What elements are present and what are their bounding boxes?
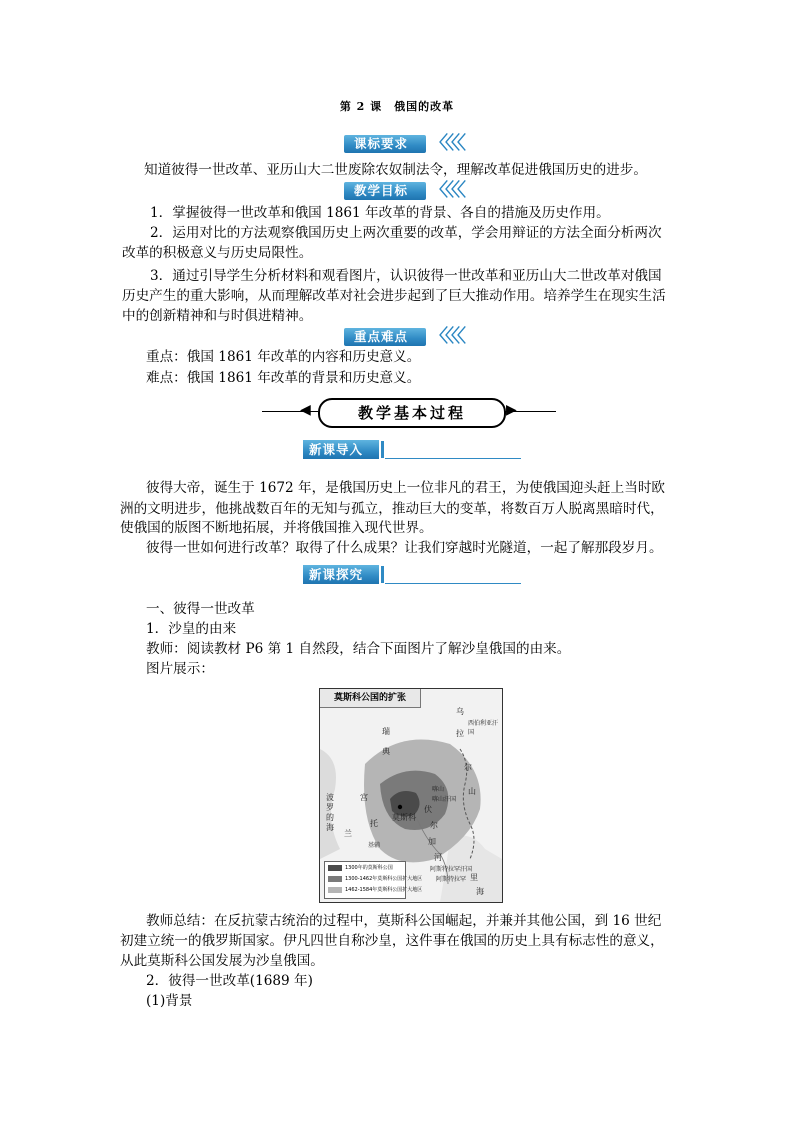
map-label: 伏 (424, 805, 432, 814)
map-label: 海 (476, 887, 484, 896)
map-label-siberia: 西伯利亚汗国 (468, 720, 499, 736)
explore-teacher: 教师：阅读教材 P6 第 1 自然段，结合下面图片了解沙皇俄国的由来。 (146, 641, 571, 657)
subheader-tick (381, 566, 384, 583)
goal-3-line-1: 3．通过引导学生分析材料和观看图片，认识彼得一世改革和亚历山大二世改革对俄国 (150, 268, 662, 284)
legend-row (328, 886, 423, 895)
subheader-explore (303, 565, 523, 585)
legend-text: 1300年的莫斯科公国 (345, 865, 393, 871)
lesson-title: 第 2 课 俄国的改革 (339, 100, 455, 113)
map-legend (324, 861, 423, 899)
map-label: 加 (428, 837, 436, 846)
subheader-label: 新课导入 (309, 442, 364, 457)
banner-label: 教学目标 (354, 183, 409, 198)
legend-row (328, 875, 423, 884)
explore-heading-1: 一、彼得一世改革 (146, 601, 255, 617)
explore-heading-1-1: 1．沙皇的由来 (146, 621, 237, 637)
map-label: 瑞 (382, 727, 390, 736)
map-label-kazan-khanate: 喀山汗国 (432, 796, 457, 803)
legend-swatch-core (328, 865, 342, 871)
banner-label: 课标要求 (354, 136, 409, 151)
map-label: 乌 (456, 707, 464, 716)
map-label: 海 (326, 823, 334, 832)
section-2-heading: 2．彼得一世改革(1689 年) (146, 973, 313, 989)
legend-swatch-mid (328, 876, 342, 882)
summary-line-1: 教师总结：在反抗蒙古统治的过程中，莫斯科公国崛起，并兼并其他公国，到 16 世纪 (146, 913, 662, 929)
map-label: 尔 (430, 821, 438, 830)
map-title: 莫斯科公国的扩张 (320, 689, 421, 708)
banner-key-points (344, 326, 494, 348)
banner-course-standard (344, 133, 494, 155)
main-header-text: 教学基本过程 (357, 404, 466, 422)
chevrons-icon: 〈〈〈〈 (430, 180, 463, 201)
map-label: 宫 (360, 793, 368, 802)
explore-picture: 图片展示： (146, 661, 214, 677)
goal-2-line-1: 2．运用对比的方法观察俄国历史上两次重要的改革，学会用辩证的方法全面分析两次 (150, 225, 662, 241)
swirl-left-icon: ◀ (300, 402, 311, 418)
difficult-point: 难点：俄国 1861 年改革的背景和历史意义。 (146, 370, 421, 386)
goal-3-line-3: 中的创新精神和与时俱进精神。 (122, 308, 313, 324)
key-point: 重点：俄国 1861 年改革的内容和历史意义。 (146, 349, 421, 365)
intro-p2: 彼得一世如何进行改革？取得了什么成果？让我们穿越时光隧道，一起了解那段岁月。 (146, 540, 663, 556)
legend-row (328, 864, 404, 873)
map-label-kiev: 基辅 (368, 842, 381, 849)
intro-p1-line-1: 彼得大帝，诞生于 1672 年，是俄国历史上一位非凡的君王，为使俄国迎头赶上当时欧 (146, 480, 666, 496)
subheader-line (385, 458, 521, 459)
legend-swatch-outer (328, 887, 342, 893)
map-label: 兰 (344, 829, 352, 838)
map-label: 托 (370, 819, 378, 828)
map-label: 波 (326, 793, 334, 802)
legend-text: 1300-1462年莫斯科公国扩大地区 (345, 876, 423, 882)
map-label: 的 (326, 813, 334, 822)
section-2-background: (1)背景 (146, 993, 193, 1009)
summary-line-3: 从此莫斯科公国发展为沙皇俄国。 (120, 953, 324, 969)
subheader-intro (303, 440, 523, 460)
chevrons-icon: 〈〈〈〈 (430, 326, 463, 347)
map-label: 拉 (456, 729, 464, 738)
map-figure (319, 688, 503, 903)
banner-teaching-goals (344, 180, 494, 202)
map-label: 山 (468, 787, 476, 796)
subheader-tick (381, 441, 384, 458)
chevrons-icon: 〈〈〈〈 (430, 133, 463, 154)
map-label: 尔 (464, 763, 472, 772)
legend-text: 1462-1584年莫斯科公国扩大地区 (345, 887, 423, 893)
subheader-label: 新课探究 (309, 567, 364, 582)
goal-3-line-2: 历史产生的重大影响，从而理解改革对社会进步起到了巨大推动作用。培养学生在现实生活 (122, 288, 666, 304)
goal-2-line-2: 改革的积极意义与历史局限性。 (122, 245, 313, 261)
swirl-right-icon: ▶ (506, 402, 517, 418)
banner-label: 重点难点 (354, 329, 409, 344)
subheader-line (385, 583, 521, 584)
map-label: 典 (382, 747, 390, 756)
map-label-moscow: 莫斯科 (392, 813, 416, 822)
main-section-header (300, 398, 520, 426)
summary-line-2: 初建立统一的俄罗斯国家。伊凡四世自称沙皇，这件事在俄国的历史上具有标志性的意义， (120, 933, 664, 949)
course-standard-text: 知道彼得一世改革、亚历山大二世废除农奴制法令，理解改革促进俄国历史的进步。 (144, 162, 647, 178)
map-label: 罗 (326, 803, 334, 812)
intro-p1-line-2: 洲的文明进步，他挑战数百年的无知与孤立，推动巨大的变革，将数百万人脱离黑暗时代， (120, 501, 664, 517)
goal-1: 1．掌握彼得一世改革和俄国 1861 年改革的背景、各自的措施及历史作用。 (150, 205, 610, 221)
intro-p1-line-3: 使俄国的版图不断地拓展，并将俄国推入现代世界。 (120, 520, 433, 536)
map-label-kazan: 喀山 (432, 786, 445, 793)
map-label-astrakhan-khanate: 阿斯特拉罕汗国 (430, 866, 473, 873)
map-label: 里 (470, 873, 478, 882)
map-label: 河 (434, 853, 442, 862)
map-label-astrakhan: 阿斯特拉罕 (436, 876, 467, 883)
